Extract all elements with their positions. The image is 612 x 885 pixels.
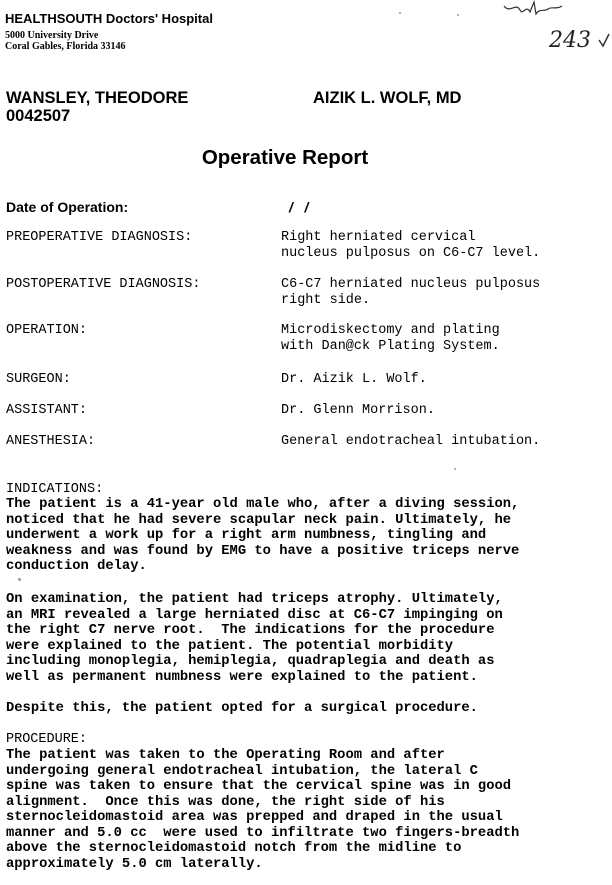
indications-paragraph-2: On examination, the patient had triceps atrophy. Ultimately, an MRI revealed a large herniated disc at C6-C7 impinging on the right C7 nerve root. The indications for the procedure were explained to the patient. The potential morbidity including monoplegia, hemiplegia, quadraplegia and death as well as permanent numbness were explained to the patient. [6,592,503,685]
scan-speck [399,12,401,14]
procedure-heading: PROCEDURE: [6,732,88,747]
anesthesia-label: ANESTHESIA: [6,434,96,449]
patient-id: 0042507 [6,107,71,125]
preoperative-diagnosis-value: Right herniated cervical nucleus pulposus on C6-C7 level. [281,230,541,261]
anesthesia-value: General endotracheal intubation. [281,434,541,449]
assistant-label: ASSISTANT: [6,403,88,418]
preoperative-diagnosis-label: PREOPERATIVE DIAGNOSIS: [6,230,193,245]
indications-paragraph-3: Despite this, the patient opted for a surgical procedure. [6,701,478,716]
operation-value: Microdiskectomy and plating with Dan@ck Plating System. [281,323,500,354]
hospital-name: HEALTHSOUTH Doctors' Hospital [5,11,213,26]
postoperative-diagnosis-value: C6-C7 herniated nucleus pulposus right side. [281,277,541,308]
surgeon-value: Dr. Aizik L. Wolf. [281,372,427,387]
scan-speck [18,578,21,581]
indications-heading: INDICATIONS: [6,482,104,497]
surgeon-label: SURGEON: [6,372,71,387]
checkmark-icon [597,32,611,48]
date-of-operation-value: / / [289,199,309,215]
postoperative-diagnosis-label: POSTOPERATIVE DIAGNOSIS: [6,277,201,292]
report-title: Operative Report [201,146,369,169]
handwritten-scribble [500,0,570,22]
indications-paragraph-1: The patient is a 41-year old male who, after a diving session, noticed that he had severe scapular neck pain. Ultimately, he underwent a work up for a right arm numbness, tingling and weakness and was found by EMG to have a positive triceps nerve conduction delay. [6,497,520,574]
hospital-address-line1: 5000 University Drive [5,30,99,41]
physician-name: AIZIK L. WOLF, MD [313,89,462,107]
handwritten-number: 243 [549,28,591,53]
hospital-address-line2: Coral Gables, Florida 33146 [5,41,126,52]
date-of-operation-label: Date of Operation: [6,199,129,215]
assistant-value: Dr. Glenn Morrison. [281,403,435,418]
procedure-paragraph-1: The patient was taken to the Operating Room and after undergoing general endotracheal intubation, the lateral C spine was taken to ensure that the cervical spine was in good alignment. Once this was done, the right side of his sternocleidomastoid area was prepped and draped in the usual manner and 5.0 cc were used to infiltrate two fingers-breadth above the sternocleidomastoid notch from the midline to approximately 5.0 cm laterally. [6,748,520,872]
scan-speck [457,14,459,16]
scan-speck [454,468,456,470]
operation-label: OPERATION: [6,323,88,338]
patient-name: WANSLEY, THEODORE [6,89,189,107]
